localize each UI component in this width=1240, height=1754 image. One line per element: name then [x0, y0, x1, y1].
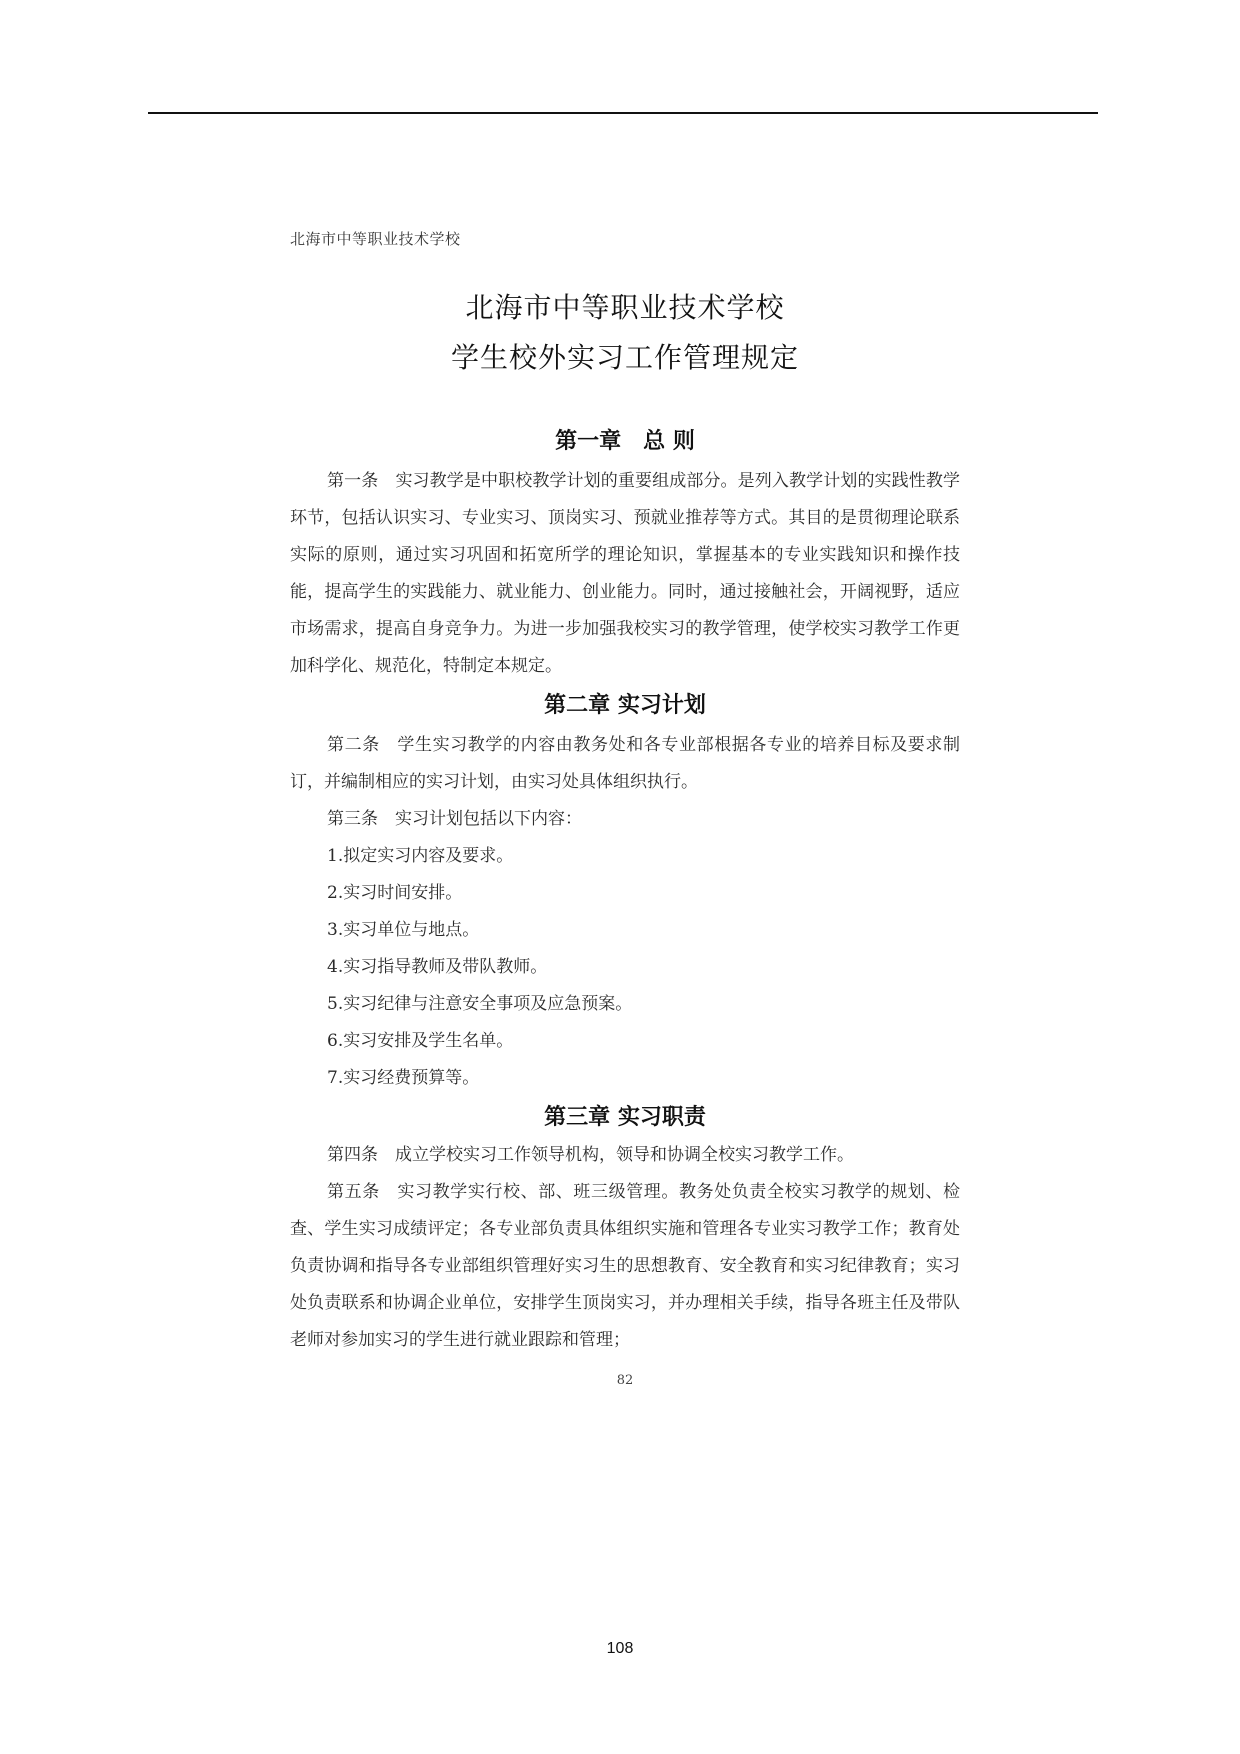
top-rule — [148, 112, 1098, 114]
article-1: 第一条 实习教学是中职校教学计划的重要组成部分。是列入教学计划的实践性教学环节，包括认识实习、专业实习、顶岗实习、预就业推荐等方式。其目的是贯彻理论联系实际的原则，通过实习巩固和拓宽所学的理论知识，掌握基本的专业实践知识和操作技能，提高学生的实践能力、就业能力、创业能力。同时，通过接触社会，开阔视野，适应市场需求，提高自身竞争力。为进一步加强我校实习的教学管理，使学校实习教学工作更加科学化、规范化，特制定本规定。 — [290, 471, 960, 676]
article-5: 第五条 实习教学实行校、部、班三级管理。教务处负责全校实习教学的规划、检查、学生实习成绩评定；各专业部负责具体组织实施和管理各专业实习教学工作；教育处负责协调和指导各专业部组织管理好实习生的思想教育、安全教育和实习纪律教育；实习处负责联系和协调企业单位，安排学生顶岗实习，并办理相关手续，指导各班主任及带队老师对参加实习的学生进行就业跟踪和管理； — [290, 1182, 960, 1350]
scanned-page — [290, 228, 960, 1388]
list-item: 7.实习经费预算等。 — [327, 1068, 480, 1088]
article-2: 第二条 学生实习教学的内容由教务处和各专业部根据各专业的培养目标及要求制订，并编制相应的实习计划，由实习处具体组织执行。 — [290, 735, 960, 792]
article-4: 第四条 成立学校实习工作领导机构，领导和协调全校实习教学工作。 — [327, 1145, 854, 1165]
document-title-line-2: 学生校外实习工作管理规定 — [450, 341, 799, 374]
chapter-3-heading: 第三章 实习职责 — [544, 1105, 706, 1130]
running-head: 北海市中等职业技术学校 — [290, 230, 461, 248]
chapter-1-heading: 第一章 总 则 — [555, 429, 695, 454]
page-number: 108 — [606, 1640, 634, 1657]
document-title-line-1: 北海市中等职业技术学校 — [465, 291, 785, 324]
plan-items-list — [290, 838, 960, 1097]
list-item: 1.拟定实习内容及要求。 — [327, 846, 514, 866]
list-item: 2.实习时间安排。 — [327, 883, 463, 903]
scanned-page-number: 82 — [616, 1373, 634, 1388]
list-item: 6.实习安排及学生名单。 — [327, 1031, 514, 1051]
article-3: 第三条 实习计划包括以下内容： — [327, 809, 582, 829]
list-item: 5.实习纪律与注意安全事项及应急预案。 — [327, 994, 633, 1014]
list-item: 3.实习单位与地点。 — [327, 920, 480, 940]
chapter-2-heading: 第二章 实习计划 — [544, 693, 706, 718]
list-item: 4.实习指导教师及带队教师。 — [327, 957, 548, 977]
